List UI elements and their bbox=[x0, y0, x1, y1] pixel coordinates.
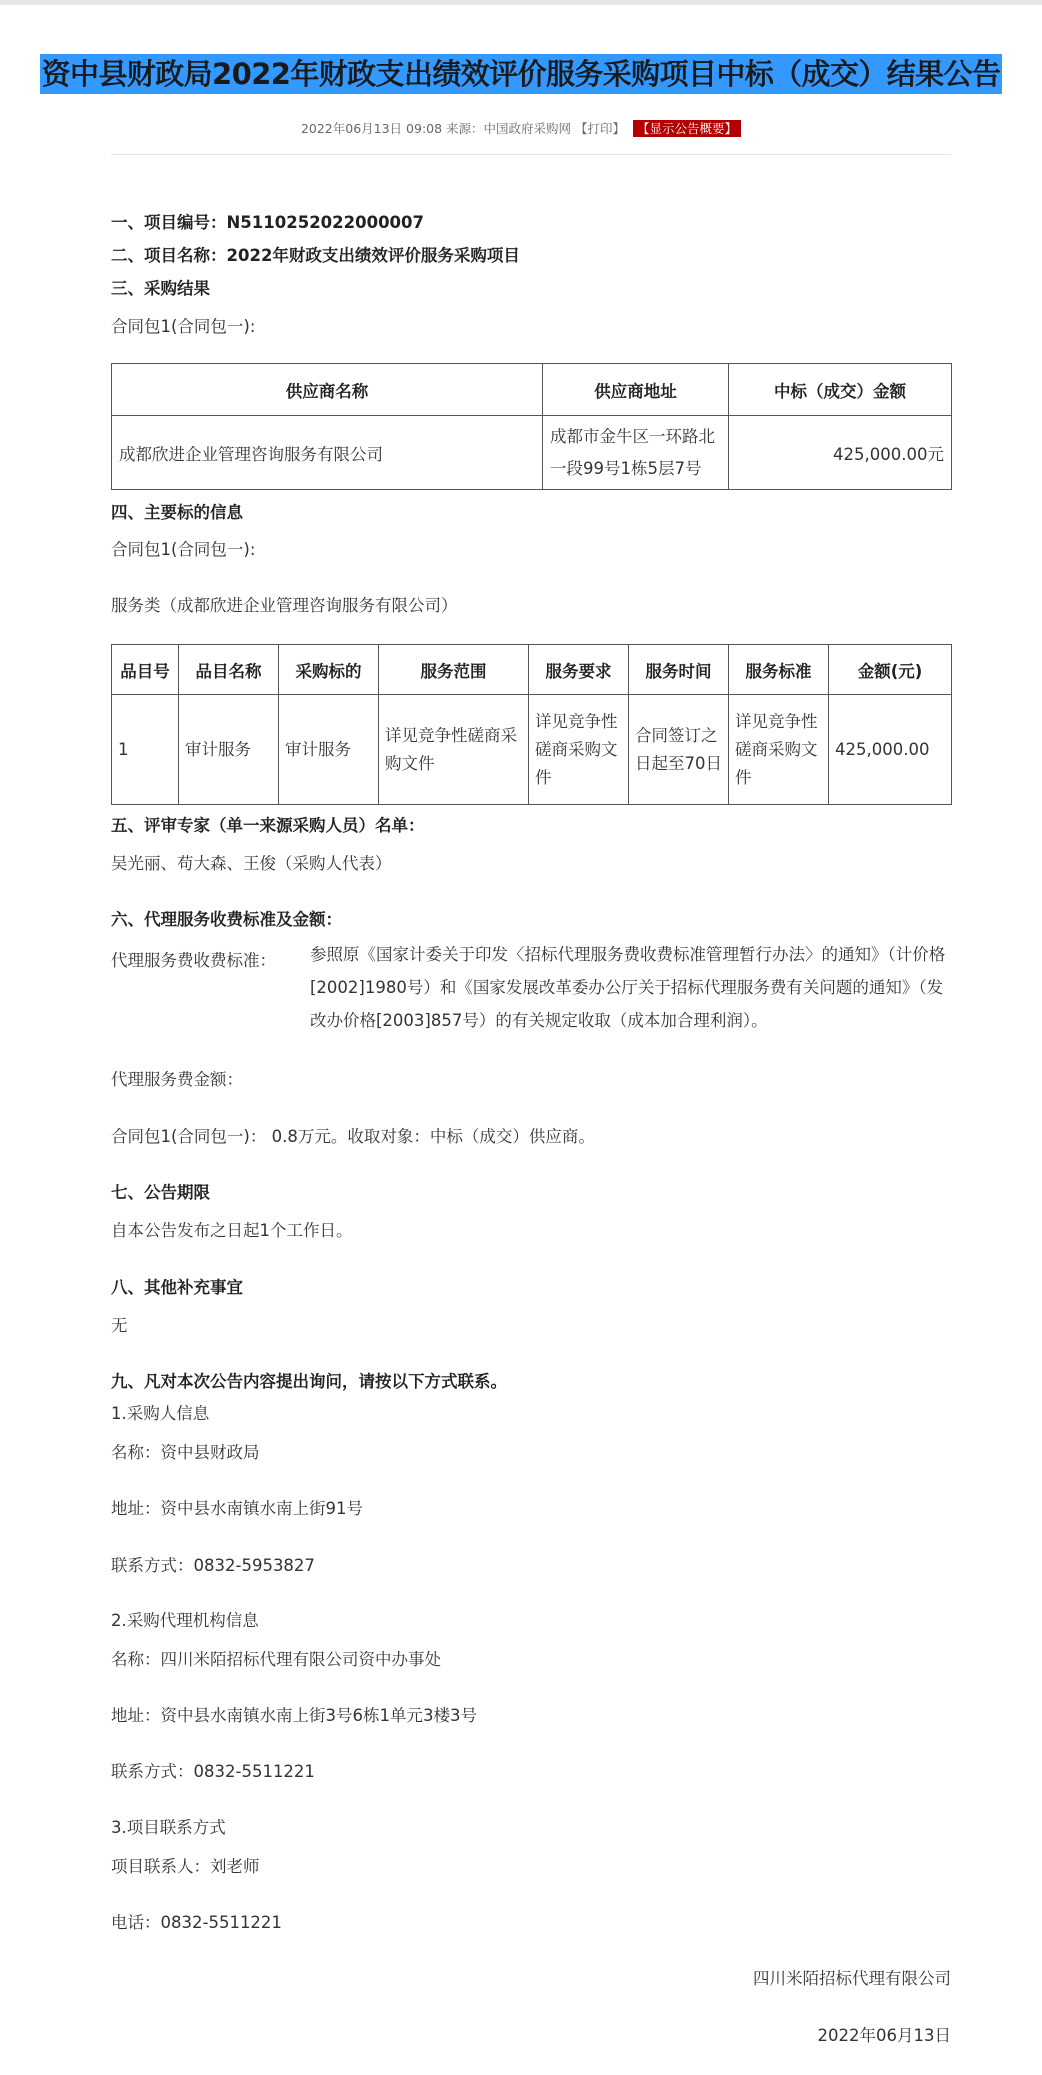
experts-list: 吴光丽、苟大森、王俊（采购人代表） bbox=[111, 854, 392, 873]
agency-phone: 联系方式：0832-5511221 bbox=[111, 1762, 315, 1781]
col-supplier-name: 供应商名称 bbox=[112, 364, 543, 416]
section-other-heading: 八、其他补充事宜 bbox=[111, 1278, 243, 1297]
period-text: 自本公告发布之日起1个工作日。 bbox=[111, 1221, 353, 1240]
col-item-no: 品目号 bbox=[112, 645, 179, 695]
col-amount: 金额(元) bbox=[829, 645, 952, 695]
item-standard: 详见竞争性磋商采购文件 bbox=[729, 695, 829, 805]
item-time: 合同签订之日起至70日 bbox=[629, 695, 729, 805]
section-period-heading: 七、公告期限 bbox=[111, 1183, 210, 1202]
fee-amount: 合同包1(合同包一)： 0.8万元。收取对象：中标（成交）供应商。 bbox=[111, 1127, 595, 1146]
purchaser-heading: 1.采购人信息 bbox=[111, 1404, 210, 1423]
col-scope: 服务范围 bbox=[379, 645, 529, 695]
section-contact-heading: 九、凡对本次公告内容提出询问，请按以下方式联系。 bbox=[111, 1372, 507, 1391]
item-scope: 详见竞争性磋商采购文件 bbox=[379, 695, 529, 805]
signer: 四川米陌招标代理有限公司 bbox=[753, 1969, 951, 1988]
project-contact-phone: 电话：0832-5511221 bbox=[111, 1913, 282, 1932]
col-supplier-address: 供应商地址 bbox=[543, 364, 729, 416]
print-link[interactable]: 【打印】 bbox=[575, 121, 626, 136]
table-row bbox=[112, 416, 952, 490]
col-subject: 采购标的 bbox=[279, 645, 379, 695]
section-experts-heading: 五、评审专家（单一来源采购人员）名单： bbox=[111, 816, 425, 835]
table-row bbox=[112, 695, 952, 805]
section-fee-heading: 六、代理服务收费标准及金额： bbox=[111, 910, 342, 929]
item-subject: 审计服务 bbox=[279, 695, 379, 805]
source: 来源：中国政府采购网 bbox=[446, 121, 572, 136]
col-time: 服务时间 bbox=[629, 645, 729, 695]
section-project-number: 一、项目编号：N5110252022000007 bbox=[111, 213, 425, 232]
col-requirement: 服务要求 bbox=[529, 645, 629, 695]
divider bbox=[111, 154, 951, 155]
purchaser-address: 地址：资中县水南镇水南上街91号 bbox=[111, 1499, 363, 1518]
result-table bbox=[111, 363, 952, 490]
item-requirement: 详见竞争性磋商采购文件 bbox=[529, 695, 629, 805]
agency-address: 地址：资中县水南镇水南上街3号6栋1单元3楼3号 bbox=[111, 1706, 477, 1725]
sign-date: 2022年06月13日 bbox=[817, 2026, 951, 2045]
item-name: 审计服务 bbox=[179, 695, 279, 805]
result-table-header bbox=[112, 364, 952, 416]
top-border bbox=[0, 0, 1042, 5]
project-contact-person: 项目联系人：刘老师 bbox=[111, 1857, 260, 1876]
col-standard: 服务标准 bbox=[729, 645, 829, 695]
section-result-heading: 三、采购结果 bbox=[111, 279, 210, 298]
supplier-name: 成都欣进企业管理咨询服务有限公司 bbox=[112, 416, 543, 490]
agency-name: 名称：四川米陌招标代理有限公司资中办事处 bbox=[111, 1650, 441, 1669]
item-package-label: 合同包1(合同包一): bbox=[111, 540, 256, 559]
fee-amount-label: 代理服务费金额： bbox=[111, 1070, 243, 1089]
item-no: 1 bbox=[112, 695, 179, 805]
result-package-label: 合同包1(合同包一): bbox=[111, 317, 256, 336]
other-text: 无 bbox=[111, 1316, 128, 1335]
agency-heading: 2.采购代理机构信息 bbox=[111, 1611, 259, 1630]
item-category: 服务类（成都欣进企业管理咨询服务有限公司） bbox=[111, 596, 458, 615]
purchaser-phone: 联系方式：0832-5953827 bbox=[111, 1556, 315, 1575]
fee-standard-label: 代理服务费收费标准： bbox=[111, 951, 276, 970]
page-title: 资中县财政局2022年财政支出绩效评价服务采购项目中标（成交）结果公告 bbox=[40, 54, 1003, 94]
section-item-heading: 四、主要标的信息 bbox=[111, 503, 243, 522]
section-project-name: 二、项目名称：2022年财政支出绩效评价服务采购项目 bbox=[111, 246, 520, 265]
col-award-amount: 中标（成交）金额 bbox=[729, 364, 952, 416]
title-container bbox=[0, 54, 1042, 94]
item-table-header bbox=[112, 645, 952, 695]
award-amount: 425,000.00元 bbox=[729, 416, 952, 490]
supplier-address: 成都市金牛区一环路北一段99号1栋5层7号 bbox=[543, 416, 729, 490]
fee-standard-text: 参照原《国家计委关于印发〈招标代理服务费收费标准管理暂行办法〉的通知》（计价格[2002]1980号）和《国家发展改革委办公厅关于招标代理服务费有关问题的通知》（发改办价格[2003]857号）的有关规定收取（成本加合理利润）。 bbox=[310, 945, 946, 1030]
project-contact-heading: 3.项目联系方式 bbox=[111, 1818, 226, 1837]
meta-line bbox=[0, 119, 1042, 137]
purchaser-name: 名称：资中县财政局 bbox=[111, 1443, 260, 1462]
item-amount: 425,000.00 bbox=[829, 695, 952, 805]
publish-date: 2022年06月13日 09:08 bbox=[300, 121, 443, 136]
item-table bbox=[111, 644, 952, 805]
show-summary-button[interactable]: 【显示公告概要】 bbox=[633, 120, 741, 137]
col-item-name: 品目名称 bbox=[179, 645, 279, 695]
